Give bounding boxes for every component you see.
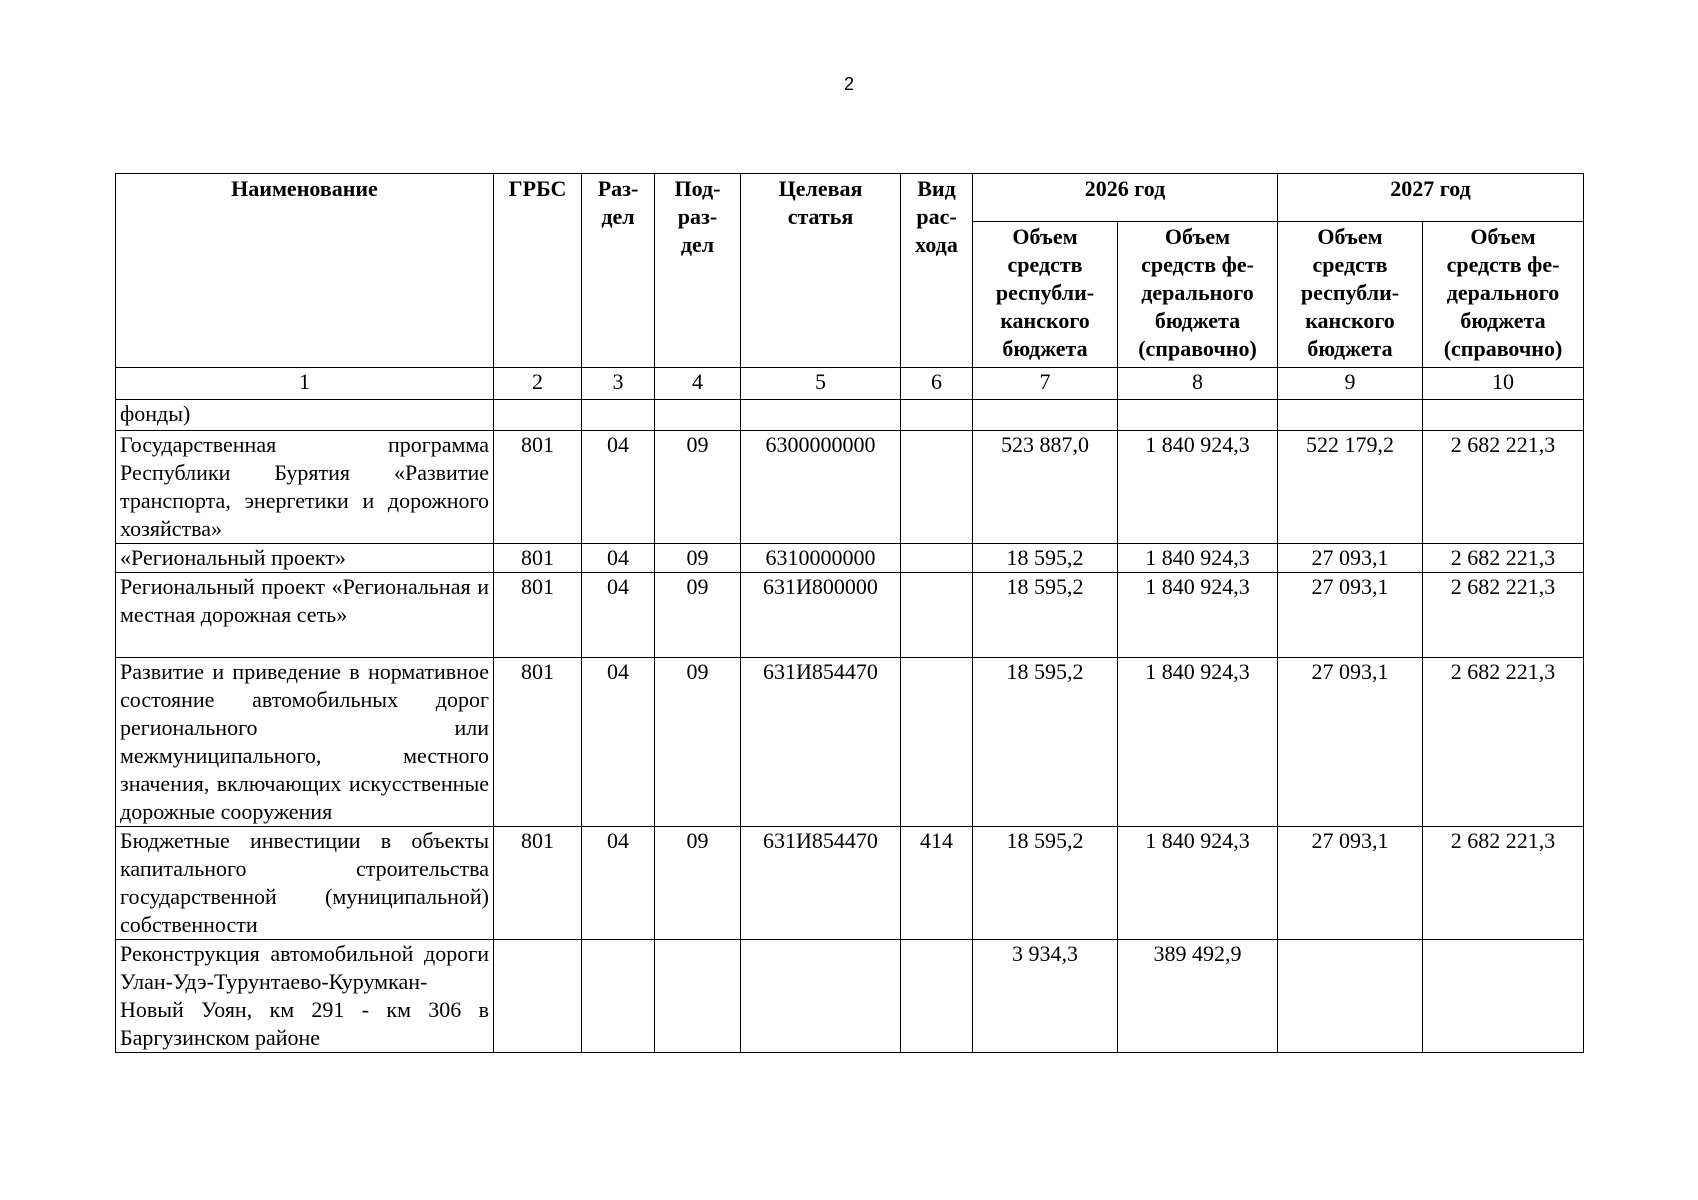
column-number: 4 — [655, 368, 741, 400]
row-target: 631И854470 — [741, 827, 901, 940]
row-vid — [901, 544, 973, 573]
header-year-2027: 2027 год — [1278, 174, 1584, 222]
row-2026-rep — [973, 400, 1118, 431]
row-vid: 414 — [901, 827, 973, 940]
row-grbs: 801 — [494, 658, 582, 827]
row-2026-fed: 1 840 924,3 — [1118, 827, 1278, 940]
row-2026-rep: 18 595,2 — [973, 573, 1118, 658]
table-row — [116, 400, 1584, 431]
row-podrazdel: 09 — [655, 544, 741, 573]
row-razdel: 04 — [582, 658, 655, 827]
row-2027-fed — [1423, 940, 1584, 1053]
row-2026-fed: 389 492,9 — [1118, 940, 1278, 1053]
row-2026-rep: 523 887,0 — [973, 431, 1118, 544]
page-number: 2 — [843, 74, 854, 94]
row-2026-rep: 18 595,2 — [973, 827, 1118, 940]
row-grbs: 801 — [494, 544, 582, 573]
row-name: Региональный проект «Региональная и местная дорожная сеть» — [116, 573, 494, 658]
header-podrazdel: Под- раз- дел — [655, 174, 741, 368]
header-2026-rep: Объем средств республи- канского бюджета — [973, 222, 1118, 368]
row-razdel: 04 — [582, 544, 655, 573]
column-number: 3 — [582, 368, 655, 400]
row-podrazdel: 09 — [655, 658, 741, 827]
row-2027-rep — [1278, 400, 1423, 431]
row-vid — [901, 431, 973, 544]
table-row — [116, 573, 1584, 658]
column-number: 5 — [741, 368, 901, 400]
row-2027-rep: 27 093,1 — [1278, 573, 1423, 658]
row-target: 6300000000 — [741, 431, 901, 544]
row-vid — [901, 573, 973, 658]
row-2027-rep — [1278, 940, 1423, 1053]
row-grbs: 801 — [494, 827, 582, 940]
table-row — [116, 544, 1584, 573]
column-number: 9 — [1278, 368, 1423, 400]
row-target: 631И800000 — [741, 573, 901, 658]
header-razdel: Раз- дел — [582, 174, 655, 368]
column-number: 7 — [973, 368, 1118, 400]
row-2026-rep: 18 595,2 — [973, 658, 1118, 827]
row-target — [741, 940, 901, 1053]
row-podrazdel: 09 — [655, 827, 741, 940]
row-2027-fed: 2 682 221,3 — [1423, 658, 1584, 827]
row-razdel: 04 — [582, 431, 655, 544]
row-2026-fed: 1 840 924,3 — [1118, 658, 1278, 827]
budget-table — [115, 173, 1584, 1053]
row-podrazdel: 09 — [655, 573, 741, 658]
row-target: 631И854470 — [741, 658, 901, 827]
row-grbs — [494, 940, 582, 1053]
row-2027-fed: 2 682 221,3 — [1423, 573, 1584, 658]
row-razdel: 04 — [582, 573, 655, 658]
row-grbs: 801 — [494, 573, 582, 658]
row-razdel — [582, 940, 655, 1053]
row-podrazdel — [655, 940, 741, 1053]
table-row — [116, 827, 1584, 940]
column-number: 6 — [901, 368, 973, 400]
row-grbs — [494, 400, 582, 431]
row-name: Государственная программа Республики Бурятия «Развитие транспорта, энергетики и дорожного хозяйства» — [116, 431, 494, 544]
row-2027-fed: 2 682 221,3 — [1423, 544, 1584, 573]
row-2027-fed: 2 682 221,3 — [1423, 431, 1584, 544]
header-target: Целевая статья — [741, 174, 901, 368]
column-number-row — [116, 368, 1584, 400]
table-row — [116, 658, 1584, 827]
row-2027-rep: 27 093,1 — [1278, 827, 1423, 940]
row-2027-rep: 27 093,1 — [1278, 544, 1423, 573]
header-vid: Вид рас- хода — [901, 174, 973, 368]
row-2027-rep: 27 093,1 — [1278, 658, 1423, 827]
table-row — [116, 940, 1584, 1053]
table-body — [116, 400, 1584, 1053]
row-2026-fed — [1118, 400, 1278, 431]
header-2027-fed: Объем средств фе- дерального бюджета (справочно) — [1423, 222, 1584, 368]
column-number: 1 — [116, 368, 494, 400]
row-podrazdel: 09 — [655, 431, 741, 544]
row-name: фонды) — [116, 400, 494, 431]
row-2027-fed — [1423, 400, 1584, 431]
row-name: Развитие и приведение в нормативное состояние автомобильных дорог регионального или межмуниципального, местного значения, включающих искусственные дорожные сооружения — [116, 658, 494, 827]
row-2026-fed: 1 840 924,3 — [1118, 573, 1278, 658]
header-name: Наименование — [116, 174, 494, 368]
row-vid — [901, 658, 973, 827]
row-name: Реконструкция автомобильной дороги Улан-Удэ-Турунтаево-Курумкан-Новый Уоян, км 291 - км 306 в Баргузинском районе — [116, 940, 494, 1053]
row-2026-rep: 3 934,3 — [973, 940, 1118, 1053]
row-vid — [901, 940, 973, 1053]
column-number: 2 — [494, 368, 582, 400]
row-2026-fed: 1 840 924,3 — [1118, 431, 1278, 544]
row-target — [741, 400, 901, 431]
row-name: «Региональный проект» — [116, 544, 494, 573]
header-grbs: ГРБС — [494, 174, 582, 368]
header-2026-fed: Объем средств фе- дерального бюджета (справочно) — [1118, 222, 1278, 368]
row-2026-fed: 1 840 924,3 — [1118, 544, 1278, 573]
row-grbs: 801 — [494, 431, 582, 544]
row-razdel — [582, 400, 655, 431]
row-2027-fed: 2 682 221,3 — [1423, 827, 1584, 940]
row-vid — [901, 400, 973, 431]
column-number: 8 — [1118, 368, 1278, 400]
table-row — [116, 431, 1584, 544]
header-2027-rep: Объем средств республи- канского бюджета — [1278, 222, 1423, 368]
header-year-2026: 2026 год — [973, 174, 1278, 222]
row-razdel: 04 — [582, 827, 655, 940]
row-podrazdel — [655, 400, 741, 431]
column-number: 10 — [1423, 368, 1584, 400]
row-2026-rep: 18 595,2 — [973, 544, 1118, 573]
row-name: Бюджетные инвестиции в объекты капитального строительства государственной (муниципальной) собственности — [116, 827, 494, 940]
row-target: 6310000000 — [741, 544, 901, 573]
table-header — [116, 174, 1584, 400]
row-2027-rep: 522 179,2 — [1278, 431, 1423, 544]
